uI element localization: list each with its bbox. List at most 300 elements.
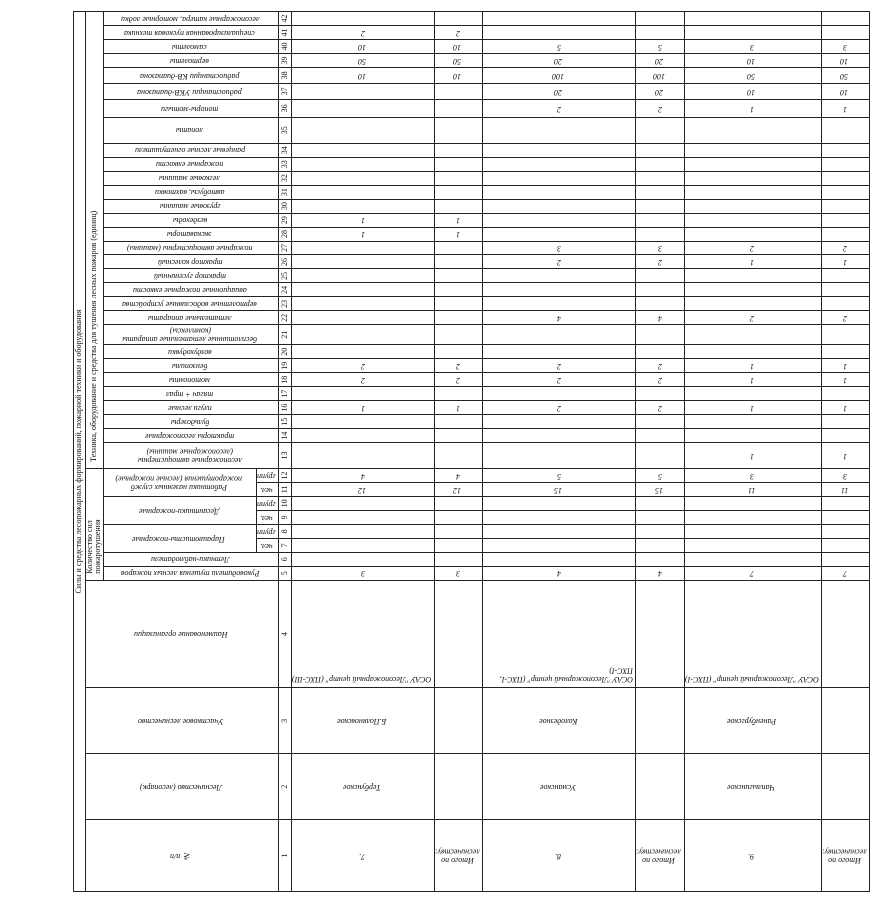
row-value	[684, 325, 821, 345]
row-value	[482, 566, 635, 580]
row-value	[821, 199, 869, 213]
row-value	[482, 67, 635, 83]
row-value	[292, 12, 435, 26]
row-value	[434, 99, 482, 117]
column-number: 33	[279, 157, 292, 171]
row-value	[292, 83, 435, 99]
row-value	[434, 283, 482, 297]
header-equipment-40-text: самолеты	[172, 42, 208, 52]
row-value	[636, 538, 684, 552]
row-value-text: 20	[553, 87, 562, 97]
total-row	[821, 12, 869, 892]
header-equipment-41-text: специализированная пусковая техника	[124, 28, 256, 38]
row-value	[434, 157, 482, 171]
row-value	[636, 359, 684, 373]
row-value	[684, 283, 821, 297]
row-value	[684, 241, 821, 255]
column-number: 15	[279, 415, 292, 429]
row-value	[636, 443, 684, 469]
row-value-text: 5	[657, 471, 662, 481]
header-equipment-13	[103, 443, 278, 469]
header-equipment-28	[103, 227, 278, 241]
row-value-text: 1	[843, 258, 848, 268]
row-value	[434, 387, 482, 401]
row-value	[684, 482, 821, 496]
row-value	[821, 482, 869, 496]
row-value	[684, 552, 821, 566]
row-value	[292, 345, 435, 359]
header-unit-5	[257, 468, 279, 482]
row-value	[482, 227, 635, 241]
row-value	[636, 552, 684, 566]
column-number: 4	[279, 580, 292, 688]
row-value	[482, 199, 635, 213]
column-number: 40	[279, 40, 292, 54]
row-value-text: 5	[556, 471, 561, 481]
row-value-text: 2	[556, 375, 561, 385]
row-value-text: 1	[843, 361, 848, 371]
row-value	[821, 359, 869, 373]
row-value	[434, 53, 482, 67]
row-value-text: 11	[840, 485, 848, 495]
row-value	[684, 117, 821, 143]
row-value	[434, 269, 482, 283]
column-number: 23	[279, 297, 292, 311]
row-lesnichestvo-text: Чаплыгинское	[727, 782, 776, 792]
row-value-text: 50	[840, 71, 849, 81]
row-value	[684, 510, 821, 524]
column-number: 35	[279, 117, 292, 143]
row-value	[292, 325, 435, 345]
row-num-text: Итого по лесничеству:	[636, 847, 682, 865]
header-equipment-31	[103, 185, 278, 199]
row-uchastkovoe	[434, 688, 482, 754]
row-value	[292, 311, 435, 325]
row-value	[482, 415, 635, 429]
row-value	[292, 117, 435, 143]
row-value	[434, 496, 482, 510]
column-number: 9	[279, 510, 292, 524]
header-equipment-42	[103, 12, 278, 26]
row-value	[292, 415, 435, 429]
header-rukovoditeli-text: Руководители тушения лесных пожаров	[120, 569, 259, 579]
header-equipment-34	[103, 143, 278, 157]
header-equipment-36	[103, 99, 278, 117]
row-value	[292, 255, 435, 269]
row-value	[482, 429, 635, 443]
row-value	[434, 325, 482, 345]
header-rabotniki	[103, 468, 256, 496]
row-value-text: 2	[657, 258, 662, 268]
row-value	[482, 213, 635, 227]
column-number: 34	[279, 143, 292, 157]
row-value	[636, 185, 684, 199]
row-value	[434, 401, 482, 415]
row-value-text: 1	[750, 403, 755, 413]
row-value	[636, 12, 684, 26]
header-equipment-23	[103, 297, 278, 311]
row-value-text: 2	[556, 258, 561, 268]
row-value	[482, 443, 635, 469]
row-value	[636, 345, 684, 359]
column-number: 24	[279, 283, 292, 297]
header-org	[86, 580, 279, 688]
header-equipment-26-text: трактор колесный	[157, 258, 223, 268]
row-org	[292, 580, 435, 688]
row-value	[482, 538, 635, 552]
row-value-text: 2	[556, 104, 561, 114]
row-value-text: 2	[843, 244, 848, 254]
table-row	[292, 12, 435, 892]
row-num-text: Итого по лесничеству:	[434, 847, 480, 865]
header-equipment-35-text: лопаты	[176, 126, 204, 136]
header-equipment-14-text: тракторы лесопожарные	[145, 431, 235, 441]
row-value-text: 4	[657, 314, 662, 324]
header-equipment-18	[103, 373, 278, 387]
row-value-text: 100	[652, 71, 665, 81]
row-value	[636, 99, 684, 117]
column-number: 39	[279, 53, 292, 67]
row-value	[821, 510, 869, 524]
row-value	[482, 40, 635, 54]
row-value	[684, 401, 821, 415]
row-value	[292, 99, 435, 117]
row-value	[636, 255, 684, 269]
header-parashutisty-text: Парашютисты-пожарные	[132, 534, 226, 544]
column-number: 32	[279, 171, 292, 185]
row-value	[434, 359, 482, 373]
row-value	[482, 552, 635, 566]
row-value-text: 2	[556, 361, 561, 371]
row-value	[636, 401, 684, 415]
row-value	[292, 157, 435, 171]
row-value	[434, 171, 482, 185]
column-number: 13	[279, 443, 292, 469]
row-value	[684, 40, 821, 54]
row-value	[482, 510, 635, 524]
header-equipment-32-text: легковые машины	[159, 174, 221, 184]
row-value	[434, 227, 482, 241]
row-value	[434, 524, 482, 538]
row-value	[482, 12, 635, 26]
row-value	[482, 524, 635, 538]
row-value-text: 4	[556, 569, 561, 579]
header-equipment-17-text: тягач + трал	[166, 389, 214, 399]
row-value	[684, 53, 821, 67]
row-org-text: ОСАУ "Лесопожарный центр" (ПХС-I)	[684, 675, 819, 685]
header-equipment-35	[103, 117, 278, 143]
row-value	[821, 269, 869, 283]
row-value	[636, 311, 684, 325]
header-letchiki-text: Летчики-наблюдатели	[150, 555, 229, 565]
row-value	[292, 283, 435, 297]
row-uchastkovoe	[292, 688, 435, 754]
row-num	[292, 820, 435, 892]
header-num-text: № п/п	[170, 851, 192, 861]
row-value	[684, 157, 821, 171]
row-value	[636, 143, 684, 157]
header-equipment-42-text: лесопожарные катера, моторные лодки	[120, 14, 260, 24]
row-value	[684, 387, 821, 401]
row-value	[482, 345, 635, 359]
row-value	[292, 359, 435, 373]
column-number: 37	[279, 83, 292, 99]
row-value-text: 5	[657, 42, 662, 52]
row-value	[482, 99, 635, 117]
row-value	[482, 26, 635, 40]
row-value	[636, 67, 684, 83]
header-unit-0-text: чел.	[260, 541, 273, 551]
row-value-text: 1	[843, 375, 848, 385]
row-value	[482, 387, 635, 401]
row-value	[434, 185, 482, 199]
row-value	[821, 53, 869, 67]
row-value	[684, 26, 821, 40]
header-equipment-28-text: экскаваторы	[167, 230, 213, 240]
row-value-text: 2	[750, 244, 755, 254]
row-value	[821, 311, 869, 325]
row-value	[684, 143, 821, 157]
row-value-text: 4	[360, 471, 365, 481]
row-value	[821, 83, 869, 99]
row-value	[821, 255, 869, 269]
row-uchastkovoe	[636, 688, 684, 754]
row-value	[434, 373, 482, 387]
row-value	[482, 143, 635, 157]
row-value	[821, 429, 869, 443]
row-uchastkovoe	[684, 688, 821, 754]
row-value-text: 2	[657, 403, 662, 413]
header-equipment-24	[103, 283, 278, 297]
header-equipment-18-text: мотопомпы	[169, 375, 211, 385]
row-value-text: 50	[453, 56, 462, 66]
row-value	[482, 359, 635, 373]
row-value	[636, 510, 684, 524]
row-uchastkovoe-text: Колодезное	[538, 717, 578, 727]
row-value	[292, 185, 435, 199]
column-number: 30	[279, 199, 292, 213]
row-value	[434, 538, 482, 552]
row-value-text: 1	[750, 258, 755, 268]
row-num	[821, 820, 869, 892]
row-value	[821, 443, 869, 469]
column-number: 28	[279, 227, 292, 241]
row-value	[821, 538, 869, 552]
row-value-text: 10	[357, 42, 366, 52]
row-value	[636, 468, 684, 482]
row-value-text: 20	[553, 56, 562, 66]
row-value-text: 12	[453, 485, 462, 495]
row-value	[434, 241, 482, 255]
row-num-text: 9.	[748, 851, 755, 861]
header-equipment-22-text: летательные аппараты	[148, 314, 232, 324]
header-equipment-24-text: авиационные пожарные емкости	[132, 286, 247, 296]
column-number: 42	[279, 12, 292, 26]
header-equipment-25	[103, 269, 278, 283]
row-value	[434, 199, 482, 213]
row-org	[636, 580, 684, 688]
row-value	[821, 67, 869, 83]
row-value	[292, 468, 435, 482]
row-value	[434, 117, 482, 143]
row-value-text: 1	[843, 104, 848, 114]
row-value-text: 3	[556, 244, 561, 254]
row-value	[684, 171, 821, 185]
row-value-text: 4	[456, 471, 461, 481]
row-value-text: 1	[360, 230, 365, 240]
row-org	[821, 580, 869, 688]
row-value	[434, 26, 482, 40]
row-value	[292, 143, 435, 157]
header-equipment-22	[103, 311, 278, 325]
row-value	[482, 325, 635, 345]
row-value	[636, 325, 684, 345]
row-value-text: 3	[750, 471, 755, 481]
row-value	[292, 552, 435, 566]
header-unit-2-text: чел.	[260, 513, 273, 523]
row-num	[434, 820, 482, 892]
row-value	[482, 496, 635, 510]
row-uchastkovoe	[821, 688, 869, 754]
row-lesnichestvo	[434, 754, 482, 820]
row-value	[684, 67, 821, 83]
row-value	[292, 401, 435, 415]
row-value	[636, 171, 684, 185]
column-number: 18	[279, 373, 292, 387]
row-value	[821, 227, 869, 241]
row-value	[482, 117, 635, 143]
row-value-text: 2	[843, 314, 848, 324]
column-number: 26	[279, 255, 292, 269]
row-value	[821, 12, 869, 26]
header-uchastkovoe-text: Участковое лесничество	[138, 717, 224, 727]
column-number: 21	[279, 325, 292, 345]
row-value-text: 1	[750, 104, 755, 114]
row-value	[684, 373, 821, 387]
header-unit-2	[257, 510, 279, 524]
row-value	[684, 524, 821, 538]
row-value	[636, 199, 684, 213]
row-value	[292, 40, 435, 54]
row-value-text: 3	[750, 42, 755, 52]
row-value-text: 1	[360, 216, 365, 226]
header-equipment-40	[103, 40, 278, 54]
row-value-text: 10	[357, 71, 366, 81]
row-value	[434, 552, 482, 566]
row-value	[821, 401, 869, 415]
total-row	[434, 12, 482, 892]
row-value	[482, 283, 635, 297]
row-value	[636, 482, 684, 496]
row-value-text: 2	[556, 403, 561, 413]
row-num	[482, 820, 635, 892]
row-value	[292, 227, 435, 241]
column-number: 31	[279, 185, 292, 199]
header-equipment-37-text: радиостанции УКВ-диапазона	[137, 87, 243, 97]
header-equipment-16-text: плуги лесные	[167, 403, 212, 413]
row-value	[434, 311, 482, 325]
row-value	[636, 117, 684, 143]
row-value	[821, 325, 869, 345]
column-number: 12	[279, 468, 292, 482]
row-num	[636, 820, 684, 892]
row-value-text: 1	[843, 451, 848, 461]
row-value	[434, 83, 482, 99]
header-equipment-25-text: трактор гусеничный	[153, 272, 226, 282]
row-org	[434, 580, 482, 688]
row-value	[821, 171, 869, 185]
row-uchastkovoe-text: Раненбургское	[726, 717, 777, 727]
row-value	[821, 26, 869, 40]
row-value	[292, 53, 435, 67]
row-lesnichestvo	[292, 754, 435, 820]
row-lesnichestvo	[482, 754, 635, 820]
header-equipment-21-text: бесплотинные летательные аппараты (комплексы)	[122, 326, 258, 345]
group-equipment: Техника, оборудование и средства для тушения лесных пожаров (единиц)	[86, 12, 104, 469]
column-number: 3	[279, 688, 292, 754]
row-value-text: 20	[654, 87, 663, 97]
row-value-text: 1	[750, 361, 755, 371]
header-parashutisty	[103, 524, 256, 552]
column-number: 29	[279, 213, 292, 227]
header-equipment-39-text: вертолеты	[170, 56, 210, 66]
row-value	[636, 269, 684, 283]
row-value	[821, 297, 869, 311]
header-equipment-23-text: вертолетные водосливные устройства	[122, 300, 258, 310]
header-rukovoditeli	[103, 566, 278, 580]
header-lesnichestvo-text: Лесничество (лесопарк)	[139, 782, 222, 792]
header-unit-3	[257, 496, 279, 510]
row-value	[292, 269, 435, 283]
header-unit-0	[257, 538, 279, 552]
row-value-text: 2	[657, 361, 662, 371]
header-equipment-38	[103, 67, 278, 83]
header-equipment-14	[103, 429, 278, 443]
row-value	[636, 524, 684, 538]
row-org-text: ОСАУ "Лесопожарный центр" (ПХС-III)	[292, 675, 432, 685]
header-letchiki	[103, 552, 278, 566]
row-value	[684, 496, 821, 510]
row-value	[821, 373, 869, 387]
row-value	[821, 496, 869, 510]
column-number: 7	[279, 538, 292, 552]
header-equipment-27	[103, 241, 278, 255]
row-value	[636, 26, 684, 40]
row-value	[434, 297, 482, 311]
row-value	[684, 99, 821, 117]
row-value	[684, 199, 821, 213]
row-value	[636, 83, 684, 99]
header-equipment-30	[103, 199, 278, 213]
row-lesnichestvo-text: Усманское	[539, 782, 577, 792]
row-value	[292, 482, 435, 496]
row-value-text: 5	[556, 42, 561, 52]
row-value	[292, 443, 435, 469]
header-lesnichestvo	[86, 754, 279, 820]
row-value-text: 1	[456, 230, 461, 240]
row-value	[292, 171, 435, 185]
row-value	[684, 83, 821, 99]
row-num-text: 7.	[358, 851, 365, 861]
row-value	[434, 482, 482, 496]
column-number: 36	[279, 99, 292, 117]
row-value	[482, 482, 635, 496]
row-value	[482, 255, 635, 269]
row-value	[684, 269, 821, 283]
header-equipment-30-text: грузовые машины	[159, 202, 220, 212]
row-value-text: 10	[747, 87, 756, 97]
column-number: 8	[279, 524, 292, 538]
